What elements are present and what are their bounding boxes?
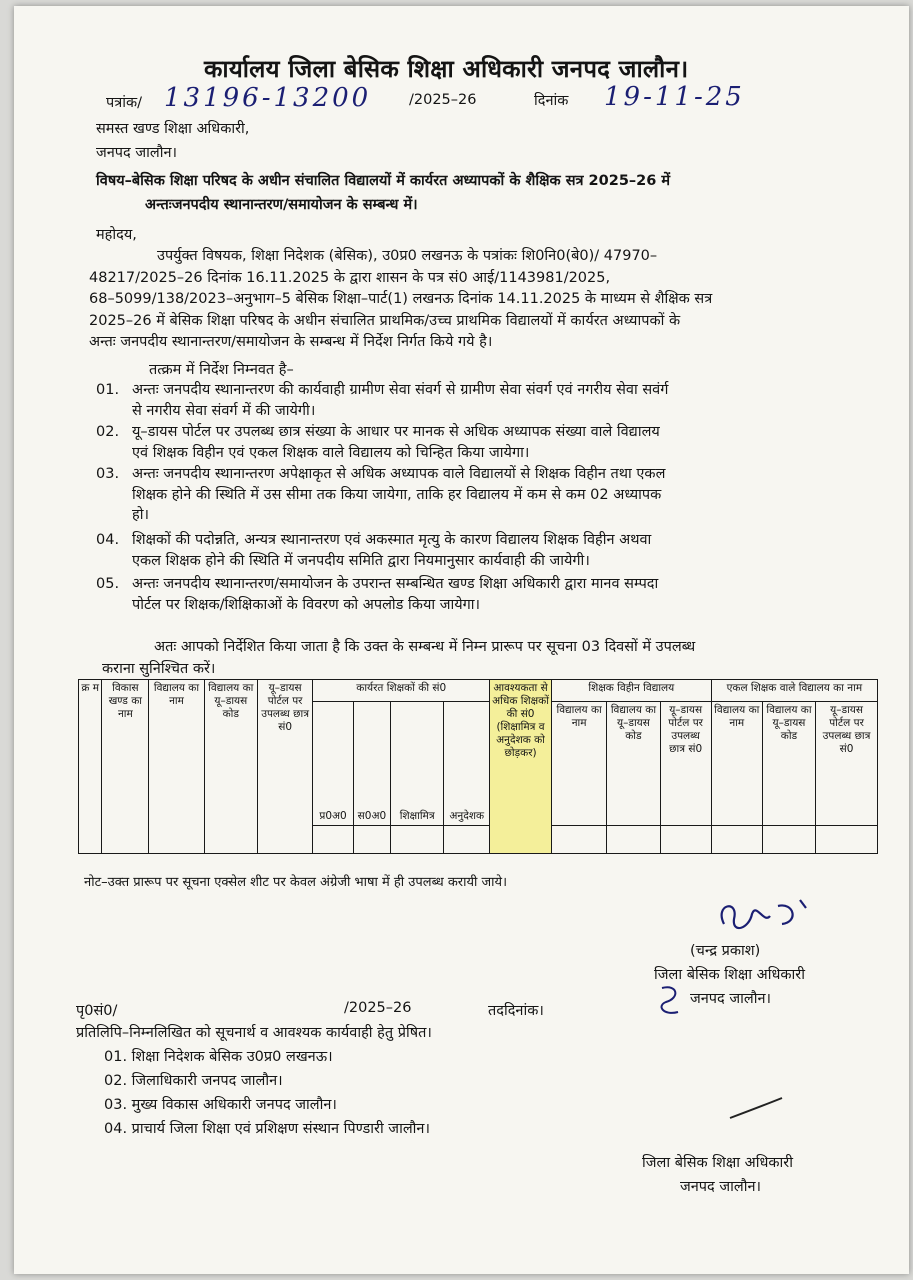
col-udise-students: यू–डायस पोर्टल पर उपलब्ध छात्र सं0 — [257, 680, 312, 854]
direction-item-5: 05. अन्तः जनपदीय स्थानान्तरण/समायोजन के उपरान्त सम्बन्धित खण्ड शिक्षा अधिकारी द्वारा मानव सम्पदा पोर्टल पर शिक्षक/शिक्षिकाओं के विवरण को अपलोड किया जायेगा। — [96, 576, 659, 613]
blank-cell — [607, 826, 660, 854]
group-working-teachers: कार्यरत शिक्षकों की सं0 — [313, 680, 490, 702]
col-head-teacher: प्र0अ0 — [313, 702, 353, 826]
signatory-designation: जिला बेसिक शिक्षा अधिकारी — [654, 967, 805, 983]
col-anudeshak: अनुदेशक — [444, 702, 490, 826]
col-udise-code: विद्यालय का यू–डायस कोड — [204, 680, 257, 854]
body-line-2: 48217/2025–26 दिनांक 16.11.2025 के द्वारा शासन के पत्र सं0 आई/1143981/2025, — [89, 269, 611, 286]
col-st-udise-code: विद्यालय का यू–डायस कोड — [762, 702, 815, 826]
endorsement-year: /2025–26 — [344, 1000, 412, 1016]
endorsement-number-label: पृ0सं0/ — [76, 1003, 118, 1019]
office-heading: कार्यालय जिला बेसिक शिक्षा अधिकारी जनपद जालौन। — [204, 55, 689, 83]
copy-item-1: 01. शिक्षा निदेशक बेसिक उ0प्र0 लखनऊ। — [104, 1049, 333, 1065]
col-st-school-name: विद्यालय का नाम — [711, 702, 762, 826]
blank-cell — [551, 826, 606, 854]
col-asst-teacher: स0अ0 — [353, 702, 390, 826]
col-tl-school-name: विद्यालय का नाम — [551, 702, 606, 826]
letter-number-label: पत्रांक/ — [106, 95, 143, 111]
direction-item-1: 01. अन्तः जनपदीय स्थानान्तरण की कार्यवाही ग्रामीण सेवा संवर्ग से ग्रामीण सेवा संवर्ग एवं नगरीय सेवा सवंर्ग से नगरीय सेवा संवर्ग में की जायेगी। — [96, 382, 669, 419]
letter-number-handwritten: 13196-13200 — [164, 83, 372, 113]
addressee-line-2: जनपद जालौन। — [96, 145, 177, 161]
instruction-line-1: अतः आपको निर्देशित किया जाता है कि उक्त के सम्बन्ध में निम्न प्रारूप पर सूचना 03 दिवसों में उपलब्ध — [154, 639, 696, 655]
body-line-4: 2025–26 में बेसिक शिक्षा परिषद के अधीन संचालित प्राथमिक/उच्च प्राथमिक विद्यालयों में कार्यरत अध्यापकों के — [89, 312, 681, 329]
date-label: दिनांक — [534, 93, 569, 109]
signature-scrawl-2 — [726, 1094, 786, 1124]
col-tl-udise-code: विद्यालय का यू–डायस कोड — [607, 702, 660, 826]
subject-line-2: अन्तःजनपदीय स्थानान्तरण/समायोजन के सम्बन्ध में। — [145, 197, 418, 213]
directions-intro: तत्क्रम में निर्देश निम्नवत है– — [149, 362, 294, 378]
direction-item-3: 03. अन्तः जनपदीय स्थानान्तरण अपेक्षाकृत से अधिक अध्यापक वाले विद्यालयों से शिक्षक विहीन तथा एकल शिक्षक होने की स्थिति में उस सीमा तक किया जायेगा, ताकि हर विद्यालय में कम से कम 02 अध्यापक हो। — [96, 466, 666, 523]
col-serial: क्र म — [79, 680, 102, 854]
blank-cell — [816, 826, 878, 854]
direction-item-4: 04. शिक्षकों की पदोन्नति, अन्यत्र स्थानान्तरण एवं अकस्मात मृत्यु के कारण विद्यालय शिक्षक विहीन अथवा एकल शिक्षक होने की स्थिति में जनपदीय समिति द्वारा नियमानुसार कार्यवाही की जायेगी। — [96, 532, 652, 569]
signature-scrawl-1 — [704, 894, 814, 944]
letter-year: /2025–26 — [409, 92, 477, 108]
signature-initial — [654, 982, 690, 1018]
copy-item-2: 02. जिलाधिकारी जनपद जालौन। — [104, 1073, 283, 1089]
note-line: नोट–उक्त प्रारूप पर सूचना एक्सेल शीट पर केवल अंग्रेजी भाषा में ही उपलब्ध करायी जाये। — [84, 875, 508, 890]
date-handwritten: 19-11-25 — [604, 82, 745, 112]
blank-cell — [353, 826, 390, 854]
col-tl-udise-students: यू–डायस पोर्टल पर उपलब्ध छात्र सं0 — [660, 702, 711, 826]
blank-cell — [444, 826, 490, 854]
col-block-name: विकास खण्ड का नाम — [102, 680, 149, 854]
col-school-name: विद्यालय का नाम — [149, 680, 204, 854]
signatory-district: जनपद जालौन। — [690, 991, 771, 1007]
copy-item-4: 04. प्राचार्य जिला शिक्षा एवं प्रशिक्षण संस्थान पिण्डारी जालौन। — [104, 1121, 430, 1137]
direction-item-2: 02. यू–डायस पोर्टल पर उपलब्ध छात्र संख्या के आधार पर मानक से अधिक अध्यापक संख्या वाले विद्यालय एवं शिक्षक विहीन एवं एकल शिक्षक वाले विद्यालय को चिन्हित किया जायेगा। — [96, 424, 660, 461]
col-st-udise-students: यू–डायस पोर्टल पर उपलब्ध छात्र सं0 — [816, 702, 878, 826]
endorsement-date-label: तददिनांक। — [488, 1003, 544, 1019]
blank-cell — [391, 826, 444, 854]
blank-cell — [711, 826, 762, 854]
col-shikshamitra: शिक्षामित्र — [391, 702, 444, 826]
addressee-line-1: समस्त खण्ड शिक्षा अधिकारी, — [96, 121, 250, 137]
signatory-name: (चन्द्र प्रकाश) — [690, 943, 761, 959]
copy-to-heading: प्रतिलिपि–निम्नलिखित को सूचनार्थ व आवश्यक कार्यवाही हेतु प्रेषित। — [76, 1025, 432, 1041]
body-line-3: 68–5099/138/2023–अनुभाग–5 बेसिक शिक्षा–पार्ट(1) लखनऊ दिनांक 14.11.2025 के माध्यम से शैक्षिक सत्र — [89, 291, 713, 307]
col-surplus-teachers: आवश्यकता से अधिक शिक्षकों की सं0 (शिक्षामित्र व अनुदेशक को छोड़कर) — [490, 680, 552, 854]
copy-item-3: 03. मुख्य विकास अधिकारी जनपद जालौन। — [104, 1097, 337, 1113]
salutation: महोदय, — [96, 227, 137, 243]
group-teacherless-schools: शिक्षक विहीन विद्यालय — [551, 680, 711, 702]
instruction-line-2: कराना सुनिश्चित करें। — [102, 661, 216, 677]
letter-page — [14, 6, 909, 1274]
body-line-5: अन्तः जनपदीय स्थानान्तरण/समायोजन के सम्बन्ध में निर्देश निर्गत किये गये है। — [89, 334, 493, 350]
proforma-table — [78, 679, 878, 854]
group-single-teacher-schools: एकल शिक्षक वाले विद्यालय का नाम — [711, 680, 877, 702]
blank-cell — [762, 826, 815, 854]
body-line-1: उपर्युक्त विषयक, शिक्षा निदेशक (बेसिक), उ0प्र0 लखनऊ के पत्रांकः शि0नि0(बे0)/ 47970– — [157, 248, 658, 264]
blank-cell — [660, 826, 711, 854]
footer-designation: जिला बेसिक शिक्षा अधिकारी — [642, 1155, 793, 1171]
subject-line-1: विषय–बेसिक शिक्षा परिषद के अधीन संचालित विद्यालयों में कार्यरत अध्यापकों के शैक्षिक सत्र 2025–26 में — [96, 173, 671, 189]
footer-district: जनपद जालौन। — [680, 1179, 761, 1195]
body-paragraph — [89, 246, 859, 354]
blank-cell — [313, 826, 353, 854]
